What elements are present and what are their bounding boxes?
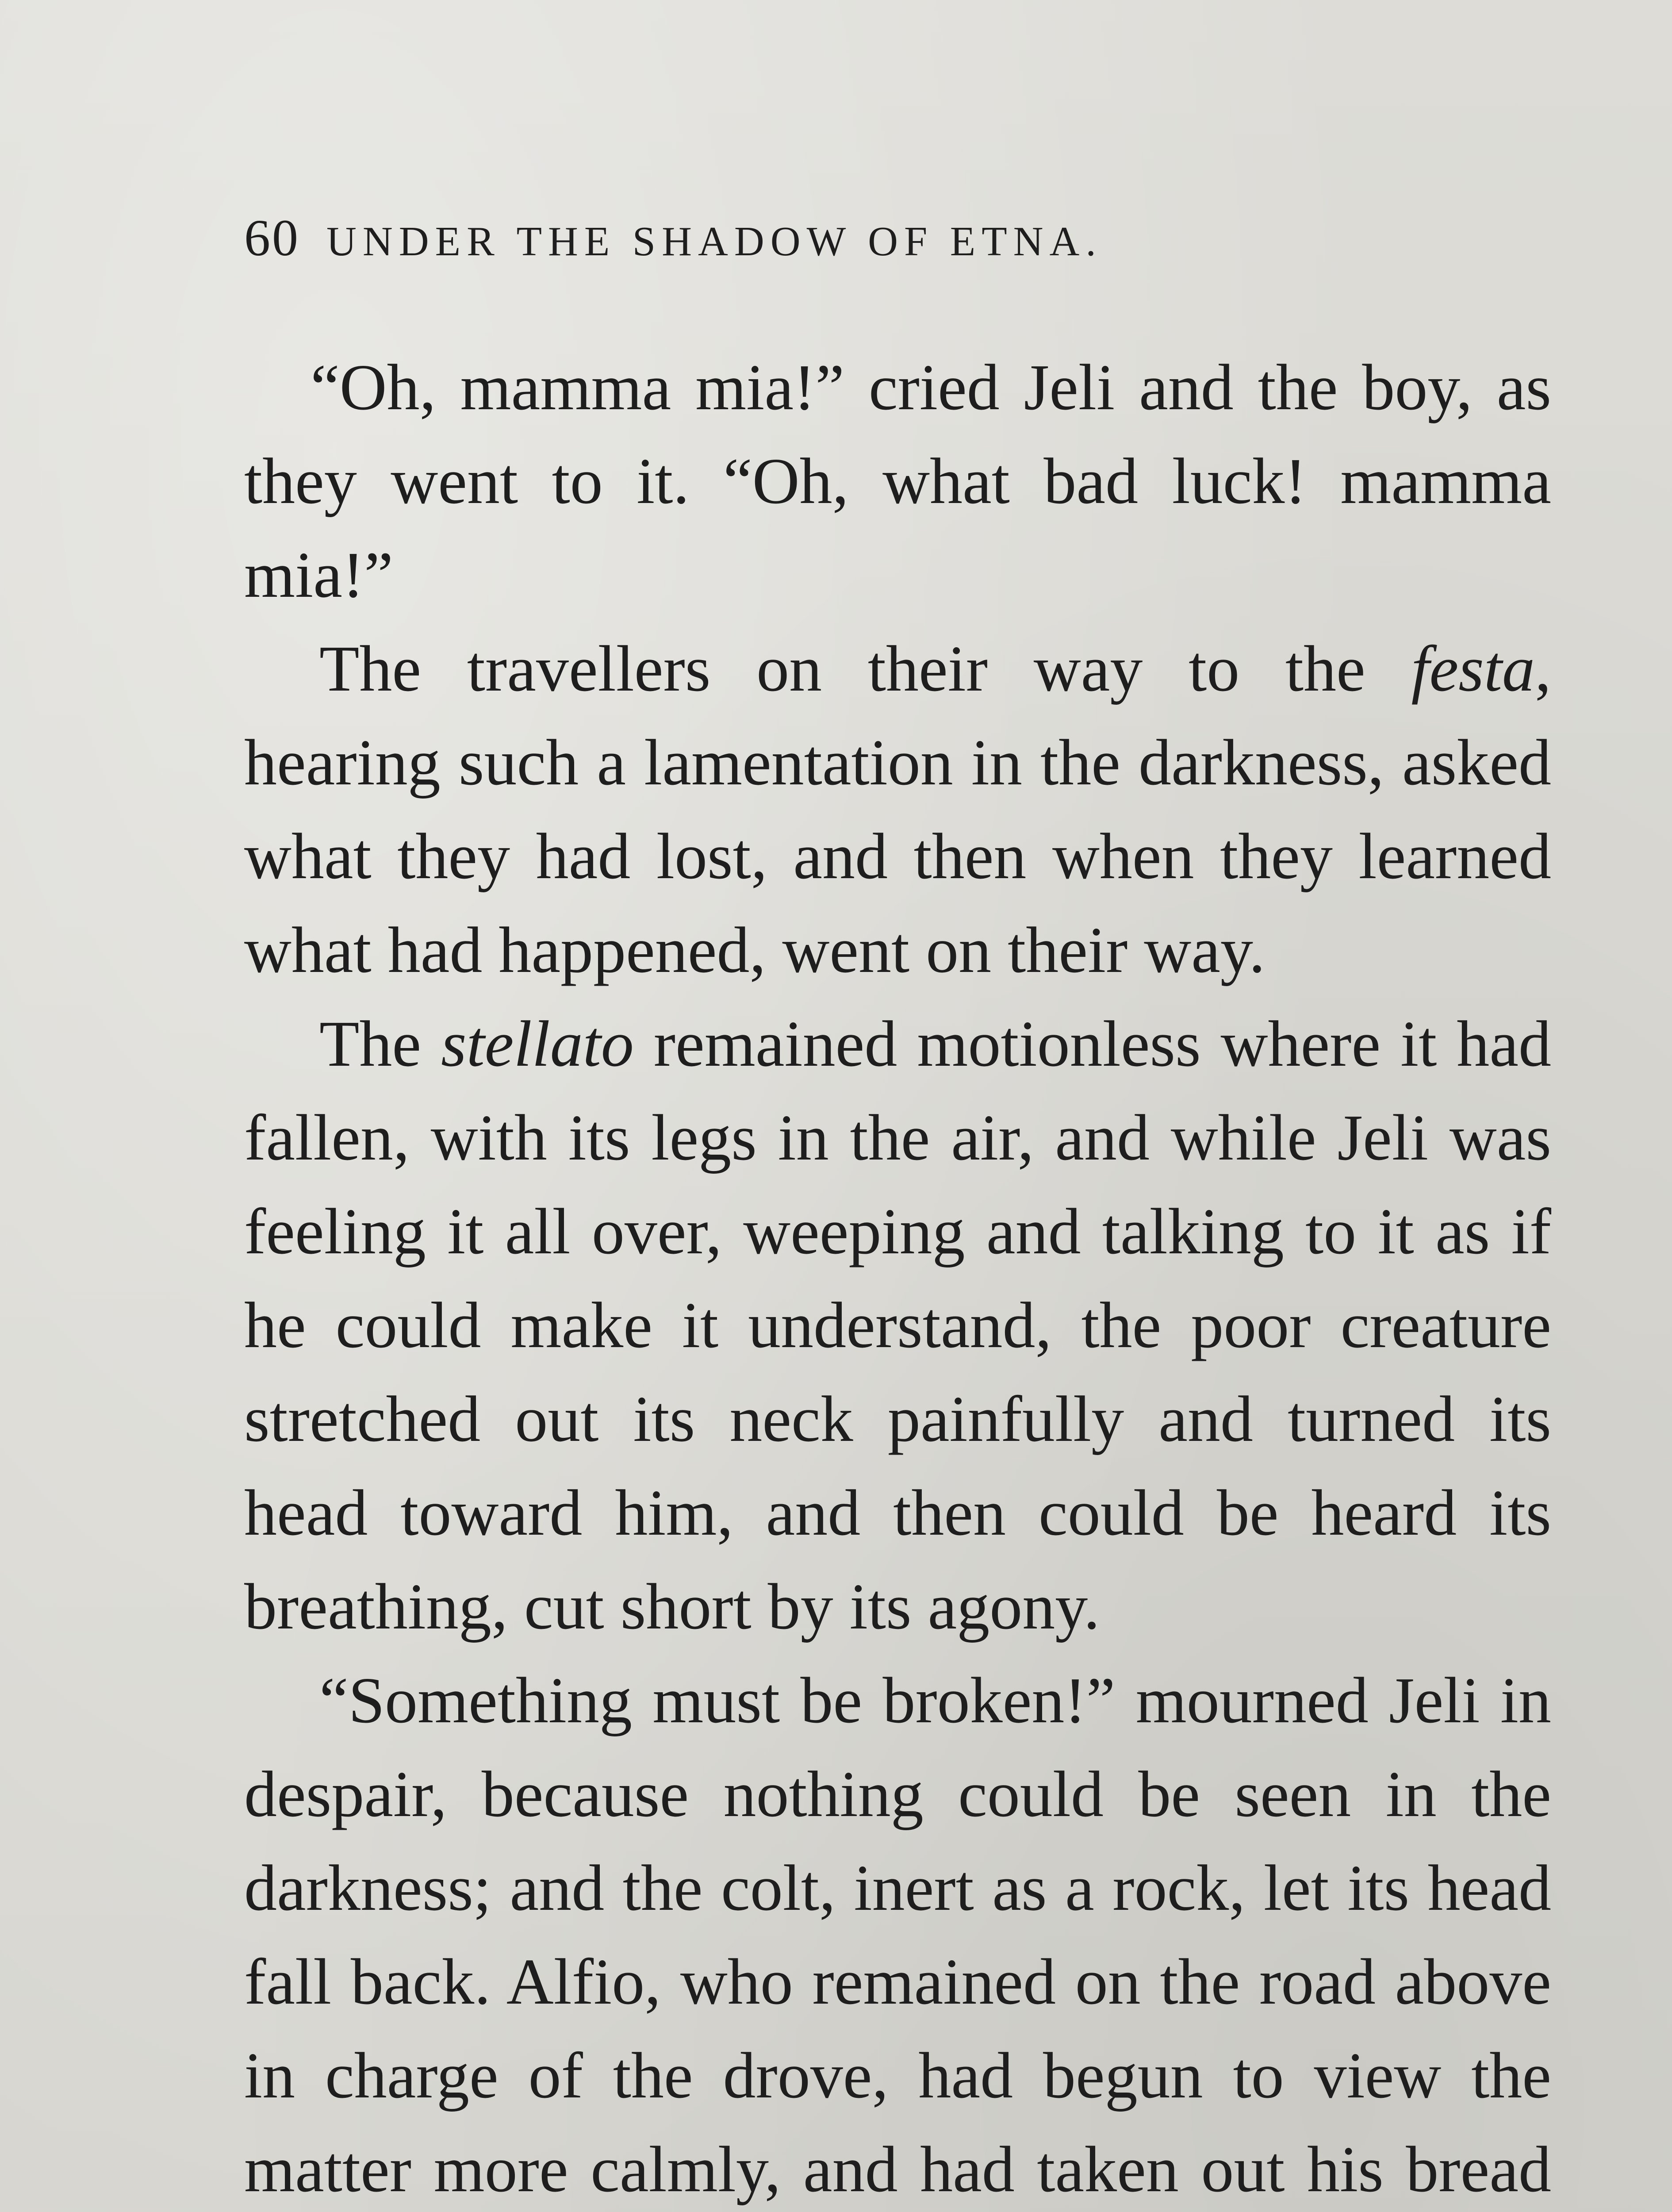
paragraph-2-text-start: The travellers on their way to the — [319, 633, 1411, 705]
page-number: 60 — [244, 209, 300, 267]
paragraph-4: “Something must be broken!” mourned Jeli in despair, because nothing could be seen in the darkness; and the colt, inert as a rock, let its head fall back. Alfio, who remained on the road above in charge of the drove, had begun to view the matter more calmly, and had taken out his bread — [244, 1664, 1551, 2206]
body-text — [244, 341, 1551, 2212]
paragraph-3-italic-word: stellato — [441, 1008, 634, 1080]
running-head: UNDER THE SHADOW OF ETNA. — [326, 219, 1102, 265]
page-header — [244, 208, 1368, 296]
paragraph-3-text-start: The — [319, 1008, 441, 1080]
paragraph-2-italic-word: festa — [1411, 633, 1535, 705]
paragraph-1: “Oh, mamma mia!” cried Jeli and the boy, as they went to it. “Oh, what bad luck! mamma mia!” — [244, 351, 1551, 611]
paragraph-2 — [244, 622, 1551, 997]
paragraph-3 — [244, 997, 1551, 1654]
paragraph-2-text-end: , hearing such a lamentation in the darkness, asked what they had lost, and then when they learned what had happened, went on their way. — [244, 633, 1551, 987]
paragraph-3-text-end: remained motionless where it had fallen, with its legs in the air, and while Jeli was feeling it all over, weeping and talking to it as if he could make it understand, the poor creature stretched out its neck painfully and turned its head toward him, and then could be heard its breathing, cut short by its agony. — [244, 1008, 1551, 1643]
